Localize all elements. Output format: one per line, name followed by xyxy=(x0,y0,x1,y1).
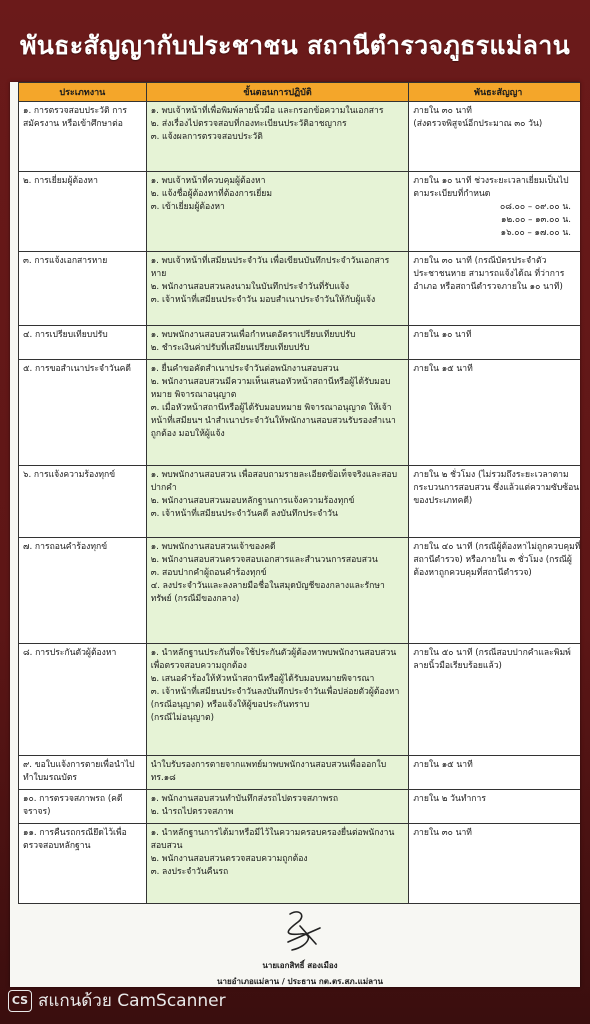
pledge-text: ภายใน ๕๐ นาที (กรณีสอบปากคำและพิมพ์ลายนิ้วมือเรียบร้อยแล้ว) xyxy=(413,648,571,671)
signer-name: นายเอกสิทธิ์ สองเมือง xyxy=(262,961,338,970)
procedure-step: ๓. เจ้าหน้าที่เสมียนประจำวันลงบันทึกประจำวันเพื่อปล่อยตัวผู้ต้องหา (กรณีอนุญาต) หรือแจ้งให้ผู้ขอประกันทราบ xyxy=(150,687,400,710)
pledge-cell xyxy=(409,790,580,824)
visiting-time-slot: ๑๖.๐๐ – ๑๗.๐๐ น. xyxy=(500,228,571,238)
procedure-step: ๑. พบเจ้าหน้าที่ควบคุมผู้ต้องหา xyxy=(150,176,266,186)
pledge-cell xyxy=(409,466,580,538)
service-type-cell xyxy=(19,824,147,904)
procedure-step: ๑. พนักงานสอบสวนทำบันทึกส่งรถไปตรวจสภาพรถ xyxy=(150,794,339,804)
procedure-step: ๑. พบพนักงานสอบสวน เพื่อสอบถามรายละเอียดข้อเท็จจริงและสอบปากคำ xyxy=(150,470,398,493)
signature-block xyxy=(160,902,440,987)
procedure-step: ๓. ลงประจำวันคืนรถ xyxy=(150,867,229,877)
service-type-text: ๔. การเปรียบเทียบปรับ xyxy=(23,330,108,340)
procedure-step: ๑. พบพนักงานสอบสวนเจ้าของคดี xyxy=(150,542,276,552)
service-type-cell xyxy=(19,360,147,466)
procedure-cell xyxy=(146,252,409,326)
pledge-text: ภายใน ๔๐ นาที (กรณีผู้ต้องหาไม่ถูกควบคุมที่สถานีตำรวจ) หรือภายใน ๓ ชั่วโมง (กรณีผู้ต้องหาถูกควบคุมที่สถานีตำรวจ) xyxy=(413,542,580,578)
service-type-cell xyxy=(19,326,147,360)
procedure-step: ๒. พนักงานสอบสวนลงนามในบันทึกประจำวันที่รับแจ้ง xyxy=(150,282,350,292)
procedure-step: ๒. พนักงานสอบสวนมีความเห็นเสนอหัวหน้าสถานีหรือผู้ได้รับมอบหมาย พิจารณาอนุญาต xyxy=(150,377,391,400)
table-body xyxy=(19,102,581,904)
procedure-step: ๓. สอบปากคำผู้ถอนคำร้องทุกข์ xyxy=(150,568,267,578)
pledge-text: ภายใน ๒ ชั่วโมง (ไม่รวมถึงระยะเวลาตามกระบวนการสอบสวน ซึ่งแล้วแต่ความซับซ้อนของประเภทคดี) xyxy=(413,470,580,506)
service-type-text: ๑๑. การคืนรถกรณียึดไว้เพื่อตรวจสอบหลักฐาน xyxy=(23,828,127,851)
service-type-text: ๓. การแจ้งเอกสารหาย xyxy=(23,256,108,266)
procedure-cell xyxy=(146,644,409,756)
service-type-text: ๙. ขอใบแจ้งการตายเพื่อนำไปทำใบมรณบัตร xyxy=(23,760,135,783)
pledge-text: ภายใน ๒ วันทำการ xyxy=(413,794,486,804)
pledge-text: ภายใน ๓๐ นาที (กรณีบัตรประจำตัวประชาชนหาย สามารถแจ้งได้ณ ที่ว่าการอำเภอ หรือสถานีตำรวจภายใน ๑๐ นาที) xyxy=(413,256,565,292)
service-type-text: ๒. การเยี่ยมผู้ต้องหา xyxy=(23,176,98,186)
procedure-step: ๑. ยื่นคำขอคัดสำเนาประจำวันต่อพนักงานสอบสวน xyxy=(150,364,339,374)
procedure-step: ๑. นำหลักฐานประกันที่จะใช้ประกันตัวผู้ต้องหาพบพนักงานสอบสวนเพื่อตรวจสอบความถูกต้อง xyxy=(150,648,397,671)
procedure-step: ๓. แจ้งผลการตรวจสอบประวัติ xyxy=(150,132,263,142)
service-type-cell xyxy=(19,644,147,756)
service-type-text: ๖. การแจ้งความร้องทุกข์ xyxy=(23,470,116,480)
procedure-cell xyxy=(146,466,409,538)
signer-position: นายอำเภอแม่ลาน / ประธาน กต.ตร.สภ.แม่ลาน xyxy=(217,977,383,986)
service-type-text: ๑. การตรวจสอบประวัติ การสมัครงาน หรือเข้าศึกษาต่อ xyxy=(23,106,127,129)
pledge-cell xyxy=(409,824,580,904)
table-row xyxy=(19,756,581,790)
table-row xyxy=(19,172,581,252)
table-row xyxy=(19,790,581,824)
service-type-cell xyxy=(19,466,147,538)
procedure-step: ๔. ลงประจำวันและลงลายมือชื่อในสมุดบัญชีของกลางและรักษาทรัพย์ (กรณีมีของกลาง) xyxy=(150,581,385,604)
pledge-text: ภายใน ๓๐ นาที xyxy=(413,106,472,116)
service-type-cell xyxy=(19,172,147,252)
table-row xyxy=(19,102,581,172)
procedure-step: ๓. เจ้าหน้าที่เสมียนประจำวันคดี ลงบันทึกประจำวัน xyxy=(150,509,338,519)
pledge-cell xyxy=(409,644,580,756)
pledge-cell xyxy=(409,252,580,326)
procedure-step: ๒. พนักงานสอบสวนมอบหลักฐานการแจ้งความร้องทุกข์ xyxy=(150,496,355,506)
table-row xyxy=(19,466,581,538)
signature-mark xyxy=(270,906,330,956)
pledge-text: ภายใน ๓๐ นาที xyxy=(413,828,472,838)
pledge-cell xyxy=(409,102,580,172)
pledge-text: ภายใน ๑๕ นาที xyxy=(413,760,473,770)
service-type-text: ๑๐. การตรวจสภาพรถ (คดีจราจร) xyxy=(23,794,123,817)
procedure-cell xyxy=(146,756,409,790)
pledge-cell xyxy=(409,326,580,360)
page-title: พันธะสัญญากับประชาชน สถานีตำรวจภูธรแม่ลาน xyxy=(20,31,570,60)
procedure-step: (กรณีไม่อนุญาต) xyxy=(150,713,214,723)
pledge-table-container xyxy=(18,82,580,902)
service-type-cell xyxy=(19,756,147,790)
table-row xyxy=(19,644,581,756)
procedure-cell xyxy=(146,172,409,252)
procedure-step: ๑. พบเจ้าหน้าที่เสมียนประจำวัน เพื่อเขียนบันทึกประจำวันเอกสารหาย xyxy=(150,256,390,279)
pledge-cell xyxy=(409,172,580,252)
header-procedure: ขั้นตอนการปฏิบัติ xyxy=(146,83,409,102)
procedure-step: นำใบรับรองการตายจากแพทย์มาพบพนักงานสอบสวนเพื่อออกใบ ทร.๑๘ xyxy=(150,760,387,783)
pledge-text: ภายใน ๑๐ นาที xyxy=(413,330,472,340)
procedure-cell xyxy=(146,790,409,824)
camscanner-logo-icon: CS xyxy=(8,990,32,1012)
table-row xyxy=(19,252,581,326)
table-row xyxy=(19,538,581,644)
service-type-cell xyxy=(19,790,147,824)
watermark-text: สแกนด้วย CamScanner xyxy=(38,991,226,1011)
procedure-step: ๓. เจ้าหน้าที่เสมียนประจำวัน มอบสำเนาประจำวันให้กับผู้แจ้ง xyxy=(150,295,376,305)
service-type-text: ๘. การประกันตัวผู้ต้องหา xyxy=(23,648,117,658)
procedure-step: ๒. พนักงานสอบสวนตรวจสอบเอกสารและสำนวนการสอบสวน xyxy=(150,555,378,565)
procedure-step: ๑. พบพนักงานสอบสวนเพื่อกำหนดอัตราเปรียบเทียบปรับ xyxy=(150,330,356,340)
service-type-cell xyxy=(19,252,147,326)
scanner-watermark xyxy=(8,986,308,1016)
pledge-cell xyxy=(409,360,580,466)
table-row xyxy=(19,360,581,466)
pledge-cell xyxy=(409,538,580,644)
notice-sheet xyxy=(10,82,580,987)
procedure-step: ๒. พนักงานสอบสวนตรวจสอบความถูกต้อง xyxy=(150,854,308,864)
service-type-cell xyxy=(19,102,147,172)
procedure-step: ๑. นำหลักฐานการได้มาหรือมีไว้ในความครอบครองยื่นต่อพนักงานสอบสวน xyxy=(150,828,395,851)
pledge-text: ภายใน ๑๕ นาที xyxy=(413,364,473,374)
procedure-step: ๓. เมื่อหัวหน้าสถานีหรือผู้ได้รับมอบหมาย พิจารณาอนุญาต ให้เจ้าหน้าที่เสมียนฯ นำสำเนาประจำวันให้พนักงานสอบสวนรับรองสำเนาถูกต้อง มอบให้ผู้แจ้ง xyxy=(150,403,396,439)
pledge-table xyxy=(18,82,580,904)
visiting-time-slot: ๑๒.๐๐ – ๑๓.๐๐ น. xyxy=(501,215,571,225)
table-row xyxy=(19,824,581,904)
procedure-step: ๒. เสนอคำร้องให้หัวหน้าสถานีหรือผู้ได้รับมอบหมายพิจารณา xyxy=(150,674,375,684)
header-service-type: ประเภทงาน xyxy=(19,83,147,102)
visiting-time-slot: ๐๘.๐๐ – ๐๙.๐๐ น. xyxy=(500,202,571,212)
procedure-cell xyxy=(146,102,409,172)
header-pledge: พันธะสัญญา xyxy=(409,83,580,102)
procedure-step: ๑. พบเจ้าหน้าที่เพื่อพิมพ์ลายนิ้วมือ และกรอกข้อความในเอกสาร xyxy=(150,106,384,116)
procedure-step: ๓. เข้าเยี่ยมผู้ต้องหา xyxy=(150,202,225,212)
service-type-text: ๗. การถอนคำร้องทุกข์ xyxy=(23,542,108,552)
pledge-cell xyxy=(409,756,580,790)
procedure-cell xyxy=(146,326,409,360)
service-type-text: ๕. การขอสำเนาประจำวันคดี xyxy=(23,364,131,374)
table-header-row xyxy=(19,83,581,102)
procedure-step: ๒. นำรถไปตรวจสภาพ xyxy=(150,807,234,817)
procedure-step: ๒. ส่งเรื่องไปตรวจสอบที่กองทะเบียนประวัติอาชญากร xyxy=(150,119,347,129)
pledge-text: ภายใน ๑๐ นาที ช่วงระยะเวลาเยี่ยมเป็นไปตามระเบียบที่กำหนด xyxy=(413,176,569,199)
table-row xyxy=(19,326,581,360)
service-type-cell xyxy=(19,538,147,644)
procedure-step: ๒. ชำระเงินค่าปรับที่เสมียนเปรียบเทียบปรับ xyxy=(150,343,310,353)
procedure-cell xyxy=(146,824,409,904)
procedure-cell xyxy=(146,538,409,644)
procedure-step: ๒. แจ้งชื่อผู้ต้องหาที่ต้องการเยี่ยม xyxy=(150,189,272,199)
pledge-text: (ส่งตรวจพิสูจน์อีกประมาณ ๓๐ วัน) xyxy=(413,119,543,129)
procedure-cell xyxy=(146,360,409,466)
